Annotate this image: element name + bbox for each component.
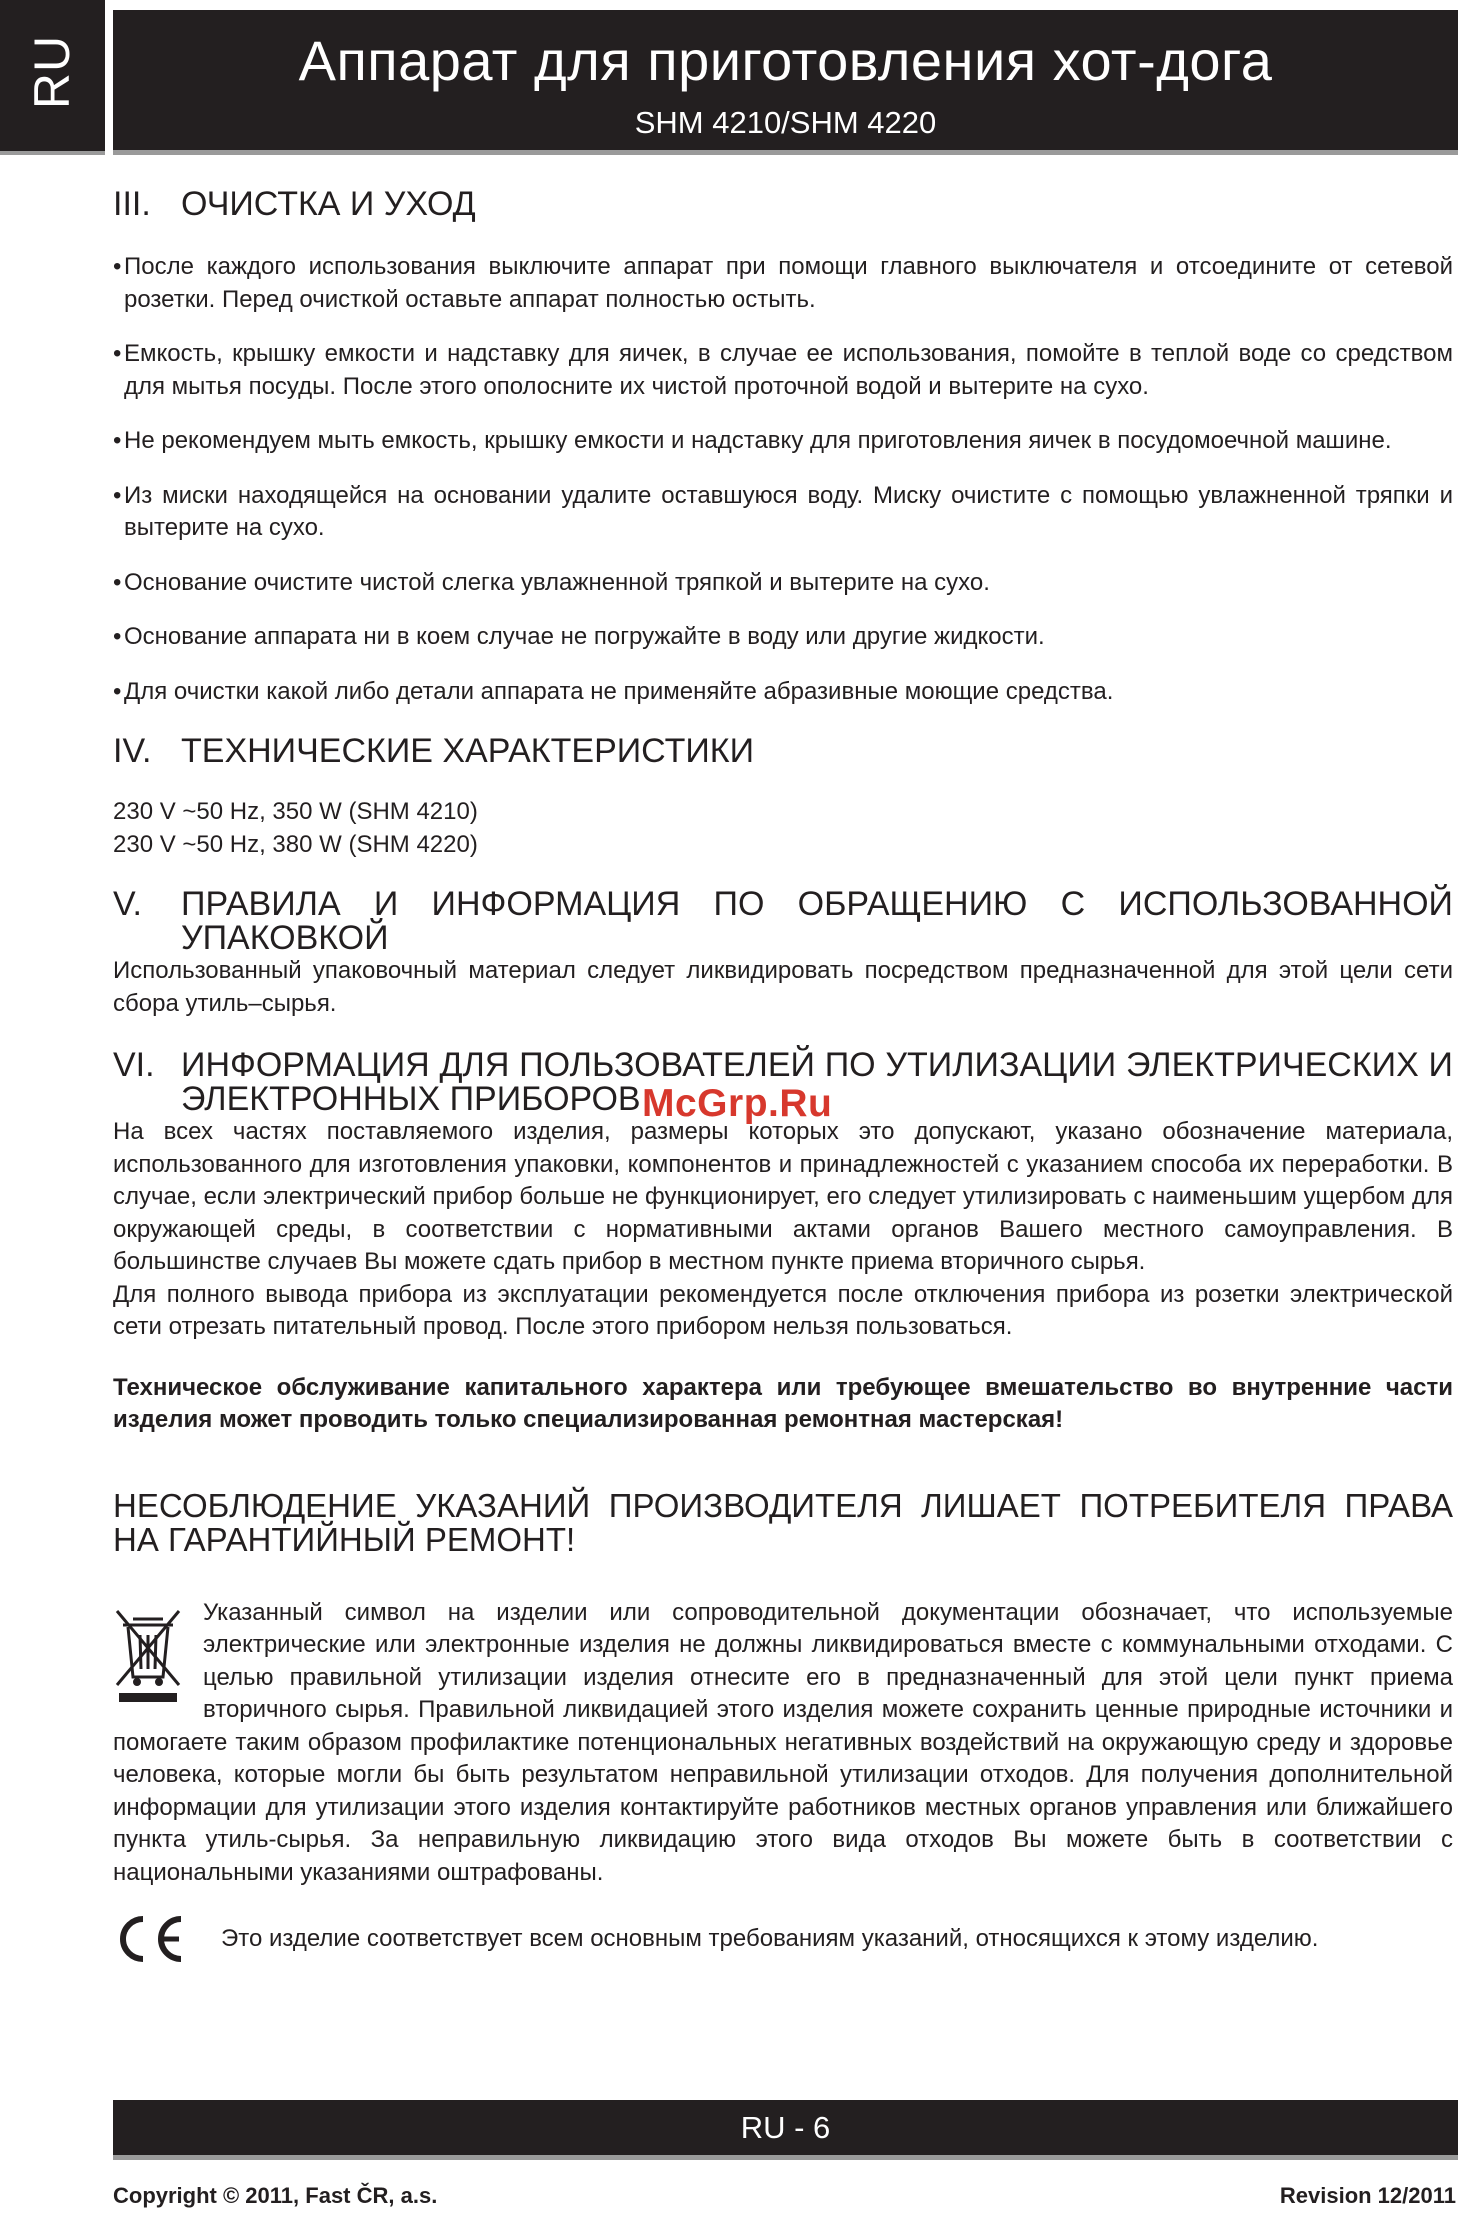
bullet-dot: • xyxy=(113,568,122,596)
section-number: III. xyxy=(113,185,151,223)
disposal-paragraph: Для полного вывода прибора из эксплуатации рекомендуется после отключения прибора из розетки электрической сети отрезать питательный провод. После этого прибором нельзя пользоваться. xyxy=(113,1280,1453,1340)
list-item xyxy=(113,676,1453,709)
warranty-warning: НЕСОБЛЮДЕНИЕ УКАЗАНИЙ ПРОИЗВОДИТЕЛЯ ЛИШАЕТ ПОТРЕБИТЕЛЯ ПРАВА НА ГАРАНТИЙНЫЙ РЕМОНТ! xyxy=(113,1486,1453,1558)
bullet-dot: • xyxy=(113,623,122,650)
service-note: Техническое обслуживание капитального характера или требующее вмешательство во внутренние части изделия может проводить только специализированная ремонтная мастерская! xyxy=(113,1373,1453,1433)
section-heading-packaging xyxy=(113,887,1453,955)
language-tab xyxy=(0,0,105,155)
disposal-paragraph: На всех частях поставляемого изделия, размеры которых это допускают, указано обозначение материала, использованного для изготовления упаковки, компонентов и принадлежностей с указанием способа их переработки. В случае, если электрический прибор больше не функционирует, его следует утилизировать с наименьшим ущербом для окружающей среды, в соответствии с нормативными актами органов Вашего местного самоуправления. В большинстве случаев Вы можете сдать прибор в местном пункте приема вторичного сырья. xyxy=(113,1118,1453,1275)
bullet-dot: • xyxy=(113,481,122,509)
crossed-bin-icon xyxy=(113,1605,183,1705)
section-title: ТЕХНИЧЕСКИЕ ХАРАКТЕРИСТИКИ xyxy=(181,732,755,770)
list-item-text: Основание очистите чистой слегка увлажненной тряпкой и вытерите на сухо. xyxy=(124,568,990,596)
section-title: ПРАВИЛА И ИНФОРМАЦИЯ ПО ОБРАЩЕНИЮ С ИСПОЛЬЗОВАННОЙ УПАКОВКОЙ xyxy=(181,885,1453,957)
cleaning-list xyxy=(113,251,1453,708)
list-item xyxy=(113,251,1453,316)
list-item-text: После каждого использования выключите аппарат при помощи главного выключателя и отсоедините от сетевой розетки. Перед очисткой оставьте аппарат полностью остыть. xyxy=(124,253,1453,313)
weee-notice xyxy=(113,1597,1453,1890)
ce-mark-icon xyxy=(113,1913,185,1965)
list-item xyxy=(113,425,1453,458)
list-item-text: Емкость, крышку емкости и надставку для яичек, в случае ее использования, помойте в теплой воде со средством для мытья посуды. После этого ополосните их чистой проточной водой и вытерите на сухо. xyxy=(124,340,1453,400)
watermark: McGrp.Ru xyxy=(642,1082,833,1125)
page-title: Аппарат для приготовления хот-дога xyxy=(298,29,1273,92)
bullet-dot: • xyxy=(113,427,122,454)
section-title: ОЧИСТКА И УХОД xyxy=(181,185,476,223)
list-item-text: Для очистки какой либо детали аппарата не применяйте абразивные моющие средства. xyxy=(124,677,1114,705)
page-number: RU - 6 xyxy=(740,2110,831,2145)
list-item xyxy=(113,567,1453,600)
bullet-dot: • xyxy=(113,340,122,367)
packaging-text: Использованный упаковочный материал следует ликвидировать посредством предназначенной для этой цели сети сбора утиль–сырья. xyxy=(113,957,1453,1017)
list-item-text: Не рекомендуем мыть емкость, крышку емкости и надставку для приготовления яичек в посудомоечной машине. xyxy=(124,427,1392,454)
list-item-text: Основание аппарата ни в коем случае не погружайте в воду или другие жидкости. xyxy=(124,623,1045,650)
section-heading-specs xyxy=(113,734,1453,768)
list-item xyxy=(113,621,1453,654)
ce-text: Это изделие соответствует всем основным требованиям указаний, относящихся к этому изделию. xyxy=(221,1924,1319,1952)
section-number: VI. xyxy=(113,1046,155,1084)
copyright: Copyright © 2011, Fast ČR, a.s. xyxy=(113,2183,438,2208)
language-tab-label: RU xyxy=(24,34,80,110)
revision: Revision 12/2011 xyxy=(1279,2183,1456,2208)
document-body xyxy=(113,187,1453,1965)
ce-notice xyxy=(113,1913,1453,1965)
section-number: IV. xyxy=(113,732,152,770)
section-number: V. xyxy=(113,885,143,923)
footer-bar xyxy=(113,2100,1458,2160)
list-item-text: Из миски находящейся на основании удалите оставшуюся воду. Миску очистите с помощью увлажненной тряпки и вытерите на сухо. xyxy=(124,481,1453,541)
spec-line: 230 V ~50 Hz, 380 W (SHM 4220) xyxy=(113,830,478,858)
list-item xyxy=(113,480,1453,545)
bullet-dot: • xyxy=(113,253,122,280)
weee-text: Указанный символ на изделии или сопроводительной документации обозначает, что используемые электрические или электронные изделия не должны ликвидироваться вместе с коммунальными отходами. С целью правильной утилизации изделия отнесите его в предназначенный для этой цели пункт приема вторичного сырья. Правильной ликвидацией этого изделия можете сохранить ценные природные источники и помогаете таким образом профилактике потенциональных негативных воздействий на окружающую среду и здоровье человека, которые могли бы быть результатом неправильной утилизации отходов. Для получения дополнительной информации для утилизации этого изделия контактируйте работников местных органов управления или ближайшего пункта утиль-сырья. За неправильную ликвидацию этого вида отходов Вы можете быть в соответствии с национальными указаниями оштрафованы. xyxy=(113,1598,1453,1886)
bullet-dot: • xyxy=(113,677,122,705)
section-title: ИНФОРМАЦИЯ ДЛЯ ПОЛЬЗОВАТЕЛЕЙ ПО УТИЛИЗАЦИИ ЭЛЕКТРИЧЕСКИХ И ЭЛЕКТРОННЫХ ПРИБОРОВ xyxy=(181,1046,1453,1118)
header-bar xyxy=(113,10,1458,155)
spec-line: 230 V ~50 Hz, 350 W (SHM 4210) xyxy=(113,798,478,825)
list-item xyxy=(113,338,1453,403)
section-heading-cleaning xyxy=(113,187,1453,221)
model-number: SHM 4210/SHM 4220 xyxy=(634,105,937,140)
